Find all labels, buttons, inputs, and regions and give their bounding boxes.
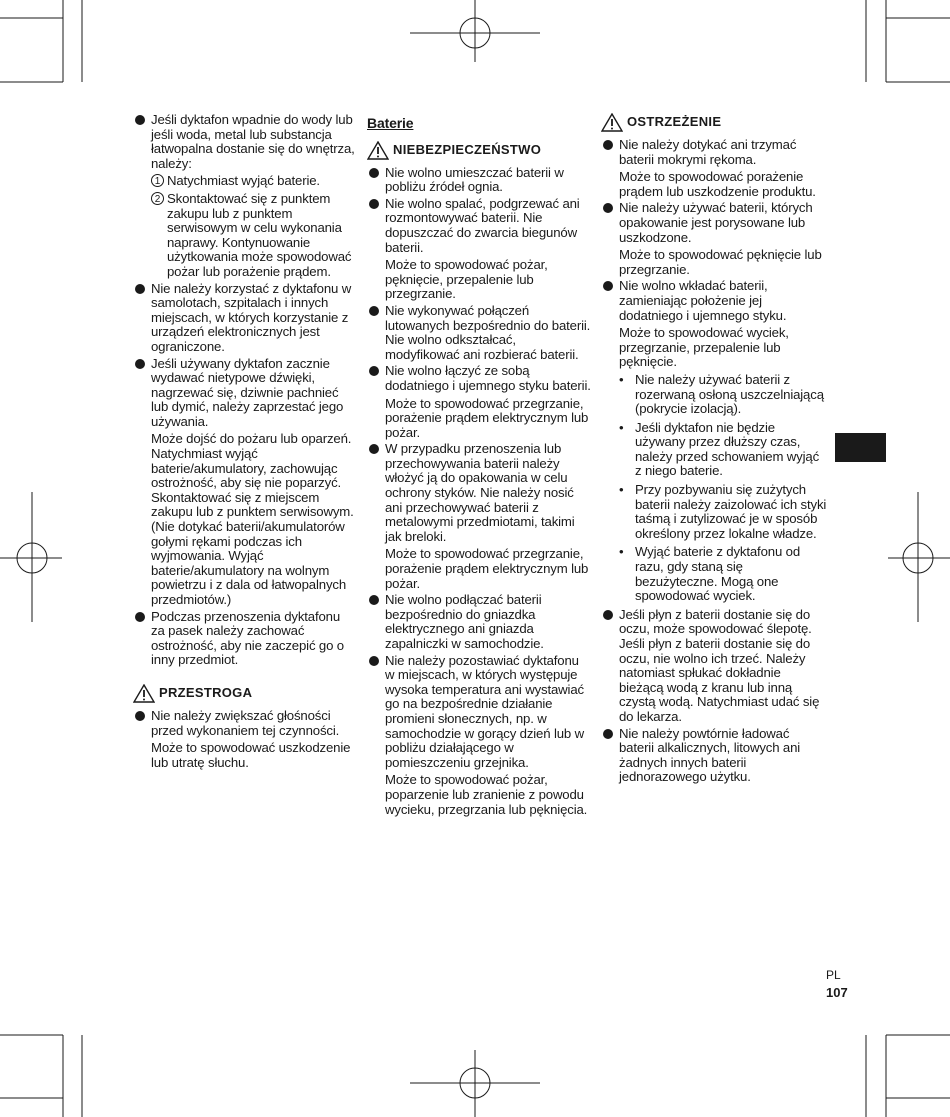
sub-list-item [601,421,827,479]
list-item [601,279,827,370]
list-item [133,113,355,280]
bullet-dot-icon [369,444,379,454]
list-item [367,593,591,651]
bullet-dot-icon [369,656,379,666]
list-item-text: Nie wolno podłączać baterii bezpośrednio do gniazdka elektrycznego ani gniazda zapalniczki w samochodzie. [385,592,544,651]
list-item [367,304,591,362]
list-item [367,197,591,302]
list-item-text: Nie wolno łączyć ze sobą dodatniego i ujemnego styku baterii. [385,363,591,393]
list-item-note: Może to spowodować pożar, pęknięcie, przepalenie lub przegrzanie. [385,257,548,302]
section-thumb-tab [835,433,886,462]
caution-title: PRZESTROGA [159,685,253,701]
list-item [133,282,355,355]
small-bullet-icon: • [619,544,624,560]
language-code: PL [826,968,841,982]
warning-title: OSTRZEŻENIE [627,114,722,130]
warning-heading [601,113,827,132]
list-item-text: Nie należy zwiększać głośności przed wykonaniem tej czynności. [151,707,340,738]
list-item-text: Nie wolno spalać, podgrzewać ani rozmontowywać baterii. Nie dopuszczać do zwarcia biegunów baterii. [385,195,580,255]
small-bullet-icon: • [619,371,624,387]
list-item [601,727,827,785]
list-item-text: Nie wykonywać połączeń lutowanych bezpośrednio do baterii. Nie wolno odkształcać, modyfikować ani rozbierać baterii. [385,302,591,362]
list-item [367,166,591,195]
list-item [367,442,591,591]
step-text: Skontaktować się z punktem zakupu lub z punktem serwisowym w celu wykonania naprawy. Kontynuowanie użytkowania może spowodować pożar lub porażenie prądem. [167,190,352,279]
list-item-text: W przypadku przenoszenia lub przechowywania baterii należy włożyć ją do opakowania w celu ochrony styków. Nie należy nosić ani przechowywać baterii z metalowymi przedmiotami, takimi jak breloki. [385,441,575,544]
bullet-dot-icon [369,595,379,605]
bullet-dot-icon [135,359,145,369]
numbered-step [151,174,355,189]
sub-list-item-text: Nie należy używać baterii z rozerwaną osłoną uszczelniającą (pokrycie izolacją). [635,371,824,417]
bullet-dot-icon [135,115,145,125]
bullet-dot-icon [603,281,613,291]
bullet-dot-icon [603,610,613,620]
danger-heading [367,141,591,160]
list-item-text: Nie należy pozostawiać dyktafonu w miejscach, w których występuje wysoka temperatura ani wystawiać go na bezpośrednie działanie promieni słonecznych, np. w samochodzie w gorący dzień lub w pobliżu działającego w pomieszczeniu grzejnika. [385,652,584,770]
list-item-text: Nie należy używać baterii, których opakowanie jest porysowane lub uszkodzone. [619,200,813,245]
list-item-note: Może dojść do pożaru lub oparzeń. Natychmiast wyjąć baterie/akumulatory, zachowując ostrożność, aby się nie poparzyć. Skontaktować się z miejscem zakupu lub z punktem serwisowym. (Nie dotykać baterii/akumulatorów gołymi rękami podczas ich wyjmowania. Wyjąć baterie/akumulatory na wolnym powietrzu i z dala od łatwopalnych przedmiotów.) [151,431,354,607]
bullet-dot-icon [603,729,613,739]
page-footer [826,967,848,1001]
list-item-note: Może to spowodować przegrzanie, porażenie prądem elektrycznym lub pożar. [385,546,589,591]
list-item [367,654,591,818]
bullet-dot-icon [135,612,145,622]
step-number-circle: 1 [151,174,164,187]
warning-triangle-icon [133,684,155,703]
list-item-note: Może to spowodować porażenie prądem lub uszkodzenie produktu. [619,169,816,199]
list-item [367,364,591,440]
column-right [601,113,827,787]
caution-heading [133,684,355,703]
danger-title: NIEBEZPIECZEŃSTWO [393,141,542,157]
list-item [601,138,827,199]
list-item [133,610,355,668]
bullet-dot-icon [135,284,145,294]
list-item-text: Nie należy korzystać z dyktafonu w samolotach, szpitalach i innych miejscach, w których korzystanie z urządzeń elektronicznych jest ograniczone. [151,280,352,354]
list-item-text: Jeśli dyktafon wpadnie do wody lub jeśli woda, metal lub substancja łatwopalna dostanie się do wnętrza, należy: [151,112,355,171]
list-item [133,709,355,770]
list-item-text: Podczas przenoszenia dyktafonu za pasek należy zachować ostrożność, aby nie zaczepić go o inny przedmiot. [151,608,344,668]
bullet-dot-icon [603,140,613,150]
list-item-text: Jeśli płyn z baterii dostanie się do oczu, może spowodować ślepotę. Jeśli płyn z baterii dostanie się do oczu, nie wolno ich trzeć. Należy natomiast spłukać dokładnie bieżącą wodą z kranu lub inną czystą wodą. Natychmiast udać się do lekarza. [619,606,820,724]
sub-list-item [601,483,827,541]
sub-list-item-text: Wyjąć baterie z dyktafonu od razu, gdy staną się bezużyteczne. Mogą one spowodować wyciek. [635,544,801,604]
list-item-text: Nie wolno wkładać baterii, zamieniając położenie jej dodatniego i ujemnego styku. [619,278,787,323]
list-item-note: Może to spowodować pęknięcie lub przegrzanie. [619,247,822,277]
list-item [601,608,827,725]
bullet-dot-icon [135,711,145,721]
bullet-dot-icon [369,366,379,376]
numbered-step [151,192,355,280]
bullet-dot-icon [369,168,379,178]
list-item-text: Nie należy powtórnie ładować baterii alkalicznych, litowych ani żadnych innych baterii jednorazowego użytku. [619,725,801,785]
small-bullet-icon: • [619,482,624,498]
sub-list-item-text: Przy pozbywaniu się zużytych baterii należy zaizolować ich styki taśmą i zutylizować je w sposób określony przez lokalne władze. [635,482,827,541]
column-middle [367,113,591,819]
list-item-note: Może to spowodować wyciek, przegrzanie, przepalenie lub pęknięcie. [619,325,789,370]
column-left [133,113,355,772]
bullet-dot-icon [369,199,379,209]
sub-list-item [601,373,827,417]
step-text: Natychmiast wyjąć baterie. [167,173,320,189]
list-item [133,357,355,608]
section-heading: Baterie [367,115,414,131]
list-item-text: Nie wolno umieszczać baterii w pobliżu źródeł ognia. [385,164,564,195]
step-number-circle: 2 [151,192,164,205]
warning-triangle-icon [601,113,623,132]
list-item-note: Może to spowodować pożar, poparzenie lub zranienie z powodu wycieku, przegrzania lub pęknięcia. [385,772,588,817]
page-number: 107 [826,985,848,1000]
sub-list-item-text: Jeśli dyktafon nie będzie używany przez dłuższy czas, należy przed schowaniem wyjąć z niego baterie. [635,419,820,479]
list-item-text: Jeśli używany dyktafon zacznie wydawać nietypowe dźwięki, nagrzewać się, dziwnie pachnieć lub dymić, należy zaprzestać jego używania. [151,355,344,429]
bullet-dot-icon [603,203,613,213]
bullet-dot-icon [369,306,379,316]
warning-triangle-icon [367,141,389,160]
list-item-note: Może to spowodować uszkodzenie lub utratę słuchu. [151,740,351,770]
small-bullet-icon: • [619,419,624,435]
list-item-note: Może to spowodować przegrzanie, porażenie prądem elektrycznym lub pożar. [385,395,589,440]
list-item [601,201,827,277]
sub-list-item [601,545,827,603]
list-item-text: Nie należy dotykać ani trzymać baterii mokrymi rękoma. [619,137,797,167]
